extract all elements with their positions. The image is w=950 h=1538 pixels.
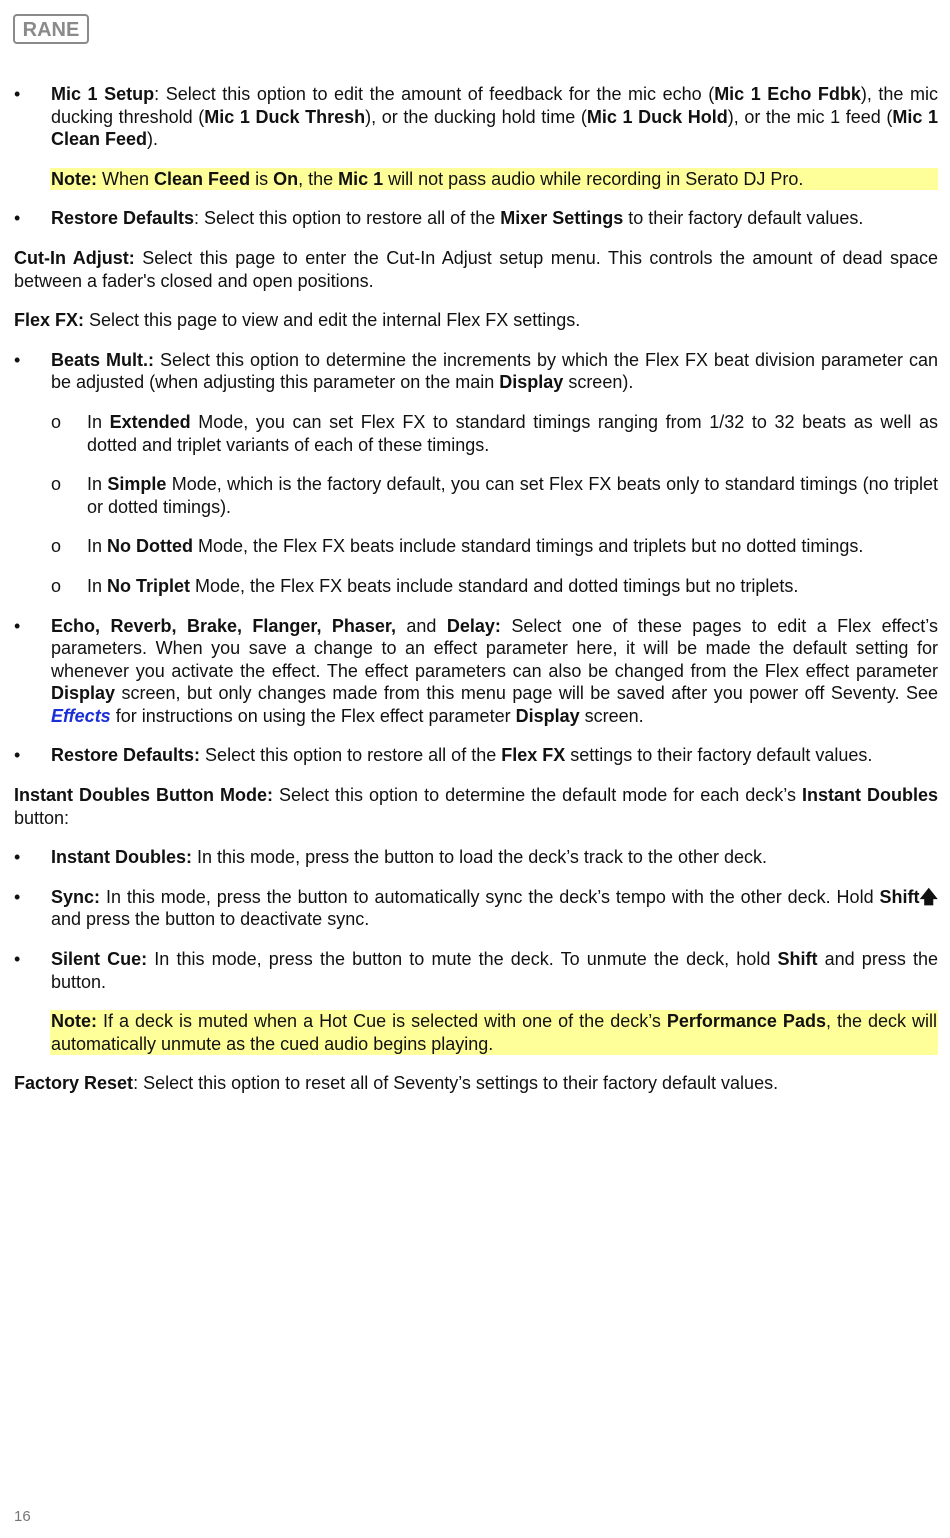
note-hot-cue: Note: If a deck is muted when a Hot Cue is selected with one of the deck’s Performance Pads, the deck will automatically unmute as the cued audio begins playing.: [51, 1011, 937, 1054]
list-item-mic1-setup: • Mic 1 Setup: Select this option to edit the amount of feedback for the mic echo (Mic 1 Echo Fdbk), the mic ducking threshold (Mic 1 Duck Thresh), or the ducking hold time (Mic 1 Duck Hold), or the mic 1 feed (Mic 1 Clean Feed).: [14, 83, 938, 151]
paragraph-cut-in-adjust: Cut-In Adjust: Select this page to enter the Cut-In Adjust setup menu. This controls the amount of dead space between a fader's closed and open positions.: [14, 247, 938, 291]
list-item-effects: • Echo, Reverb, Brake, Flanger, Phaser, and Delay: Select one of these pages to edit a Flex effect’s parameters. When you save a change to an effect parameter here, it will be made the default setting for whenever you activate the effect. The effect parameters can also be changed from the Flex effect parameter Display screen, but only changes made from this menu page will be saved after you power off Seventy. See Effects for instructions on using the Flex effect parameter Display screen.: [14, 615, 938, 728]
paragraph-factory-reset: Factory Reset: Select this option to reset all of Seventy’s settings to their factory default values.: [14, 1073, 779, 1094]
logo-text: RANE: [22, 19, 80, 41]
list-item-silent-cue: • Silent Cue: In this mode, press the button to mute the deck. To unmute the deck, hold Shift and press the button.: [14, 948, 938, 993]
sub-item-simple: o In Simple Mode, which is the factory default, you can set Flex FX beats only to standard timings (no triplet or dotted timings).: [51, 474, 938, 517]
sub-bullet: o: [51, 575, 62, 596]
list-item-restore-defaults-flex: • Restore Defaults: Select this option to restore all of the Flex FX settings to their factory default values.: [14, 744, 938, 767]
note-clean-feed: Note: When Clean Feed is On, the Mic 1 will not pass audio while recording in Serato DJ Pro.: [50, 168, 938, 191]
paragraph-flex-fx: Flex FX: Select this page to view and edit the internal Flex FX settings.: [14, 310, 581, 331]
sub-bullet: o: [51, 411, 62, 432]
list-item-beats-mult: • Beats Mult.: Select this option to determine the increments by which the Flex FX beat division parameter can be adjusted (when adjusting this parameter on the main Display screen).: [14, 349, 938, 394]
paragraph-instant-doubles-mode: Instant Doubles Button Mode: Select this option to determine the default mode for each deck’s Instant Doubles button:: [14, 785, 938, 828]
sub-bullet: o: [51, 536, 62, 557]
list-item-restore-defaults-mixer: • Restore Defaults: Select this option to restore all of the Mixer Settings to their factory default values.: [14, 207, 938, 230]
effects-link[interactable]: Effects: [51, 705, 111, 726]
sub-item-no-dotted: o In No Dotted Mode, the Flex FX beats include standard timings and triplets but no dotted timings.: [51, 536, 864, 557]
sub-item-no-triplet: o In No Triplet Mode, the Flex FX beats include standard and dotted timings but no triplets.: [51, 575, 799, 596]
list-item-sync: • Sync: In this mode, press the button to automatically sync the deck’s tempo with the other deck. Hold Shift🡅 and press the button to deactivate sync.: [14, 886, 938, 931]
rane-logo: [13, 14, 89, 44]
document-body: [14, 83, 938, 1112]
sub-bullet: o: [51, 474, 62, 495]
sub-item-extended: o In Extended Mode, you can set Flex FX to standard timings ranging from 1/32 to 32 beats as well as dotted and triplet variants of each of these timings.: [51, 411, 938, 455]
list-item-instant-doubles: • Instant Doubles: In this mode, press the button to load the deck’s track to the other deck.: [14, 846, 938, 869]
page-number: 16: [14, 1508, 31, 1525]
